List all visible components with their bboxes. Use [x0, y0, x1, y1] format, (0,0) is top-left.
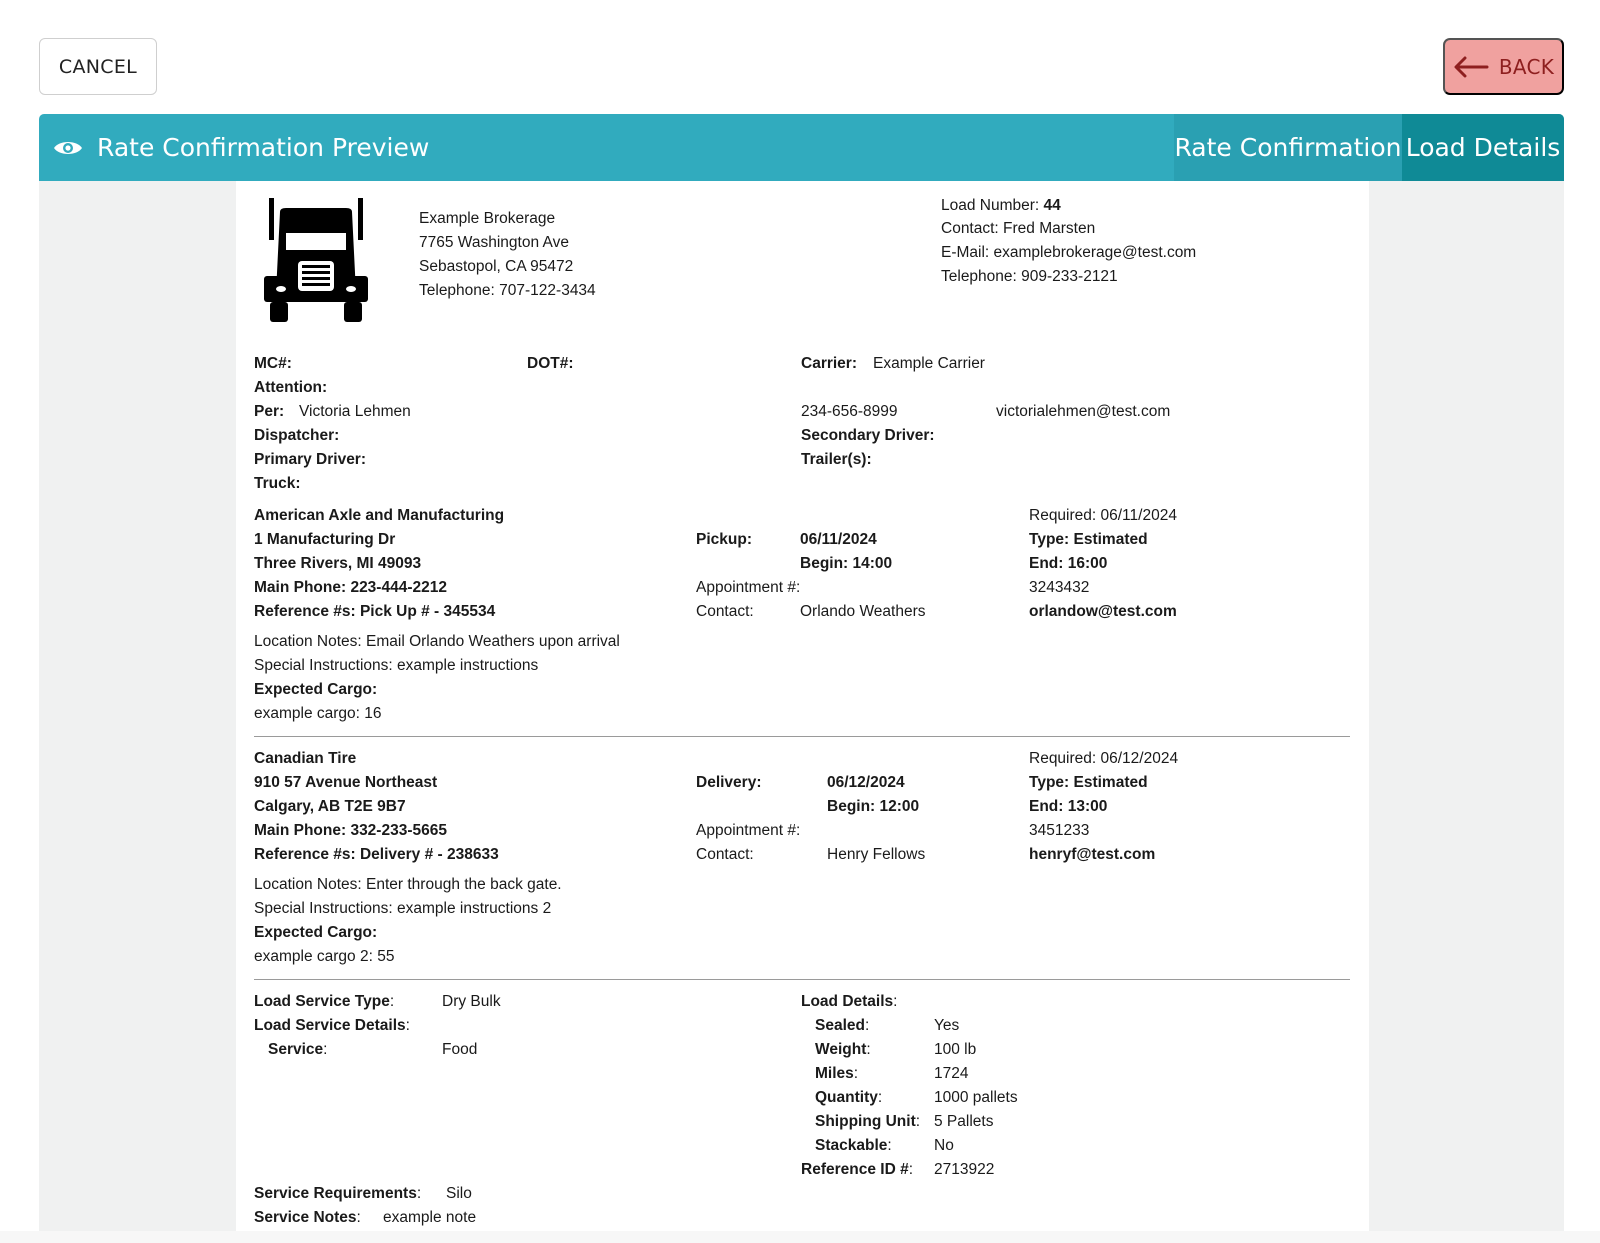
- delivery-location-notes: Location Notes: Enter through the back gate.: [254, 876, 562, 893]
- pickup-main-phone: Main Phone: 223-444-2212: [254, 579, 447, 596]
- tab-rate-confirmation[interactable]: Rate Confirmation: [1174, 114, 1402, 181]
- service-notes-value: example note: [383, 1209, 477, 1226]
- pickup-required: Required: 06/11/2024: [1029, 507, 1177, 524]
- weight-label: Weight: [815, 1041, 867, 1058]
- pickup-location-notes: Location Notes: Email Orlando Weathers upon arrival: [254, 633, 620, 650]
- stackable-value: No: [934, 1137, 954, 1154]
- pickup-expected-cargo-label: Expected Cargo:: [254, 681, 378, 698]
- delivery-type: Type: Estimated: [1029, 774, 1148, 791]
- service-requirements: Service Requirements:: [254, 1185, 422, 1202]
- service-notes: Service Notes:: [254, 1209, 361, 1226]
- pickup-begin: Begin: 14:00: [800, 555, 893, 572]
- rate-confirmation-document: [236, 181, 1369, 1231]
- pickup-contact-label: Contact:: [696, 603, 754, 620]
- pickup-special-instructions: Special Instructions: example instructions: [254, 657, 539, 674]
- pickup-type-label: Pickup:: [696, 531, 752, 548]
- sealed-value: Yes: [934, 1017, 960, 1034]
- delivery-type-label: Delivery:: [696, 774, 762, 791]
- divider: [254, 979, 1350, 980]
- pickup-appointment-label: Appointment #:: [696, 579, 801, 596]
- quantity: Quantity:: [815, 1089, 883, 1106]
- dispatcher-label: Dispatcher:: [254, 427, 340, 444]
- service-label: Service: [268, 1041, 324, 1058]
- delivery-reference: Reference #s: Delivery # - 238633: [254, 846, 499, 863]
- delivery-contact-name: Henry Fellows: [827, 846, 926, 863]
- delivery-special-instructions: Special Instructions: example instructions 2: [254, 900, 552, 917]
- service-requirements-value: Silo: [446, 1185, 472, 1202]
- miles-value: 1724: [934, 1065, 969, 1082]
- carrier-phone: 234-656-8999: [801, 403, 898, 420]
- load-service-details-label: Load Service Details: [254, 1017, 406, 1034]
- delivery-contact-email: henryf@test.com: [1029, 846, 1156, 863]
- load-service-type-label: Load Service Type: [254, 993, 390, 1010]
- delivery-end: End: 13:00: [1029, 798, 1108, 815]
- quantity-label: Quantity: [815, 1089, 878, 1106]
- weight-value: 100 lb: [934, 1041, 977, 1058]
- delivery-required: Required: 06/12/2024: [1029, 750, 1179, 767]
- delivery-address-2: Calgary, AB T2E 9B7: [254, 798, 406, 815]
- load-service-details: Load Service Details:: [254, 1017, 410, 1034]
- broker-contact: Contact: Fred Marsten: [941, 220, 1096, 237]
- quantity-value: 1000 pallets: [934, 1089, 1018, 1106]
- stackable-label: Stackable: [815, 1137, 888, 1154]
- carrier-email: victorialehmen@test.com: [996, 403, 1171, 420]
- back-button[interactable]: [1443, 38, 1564, 95]
- pickup-address-1: 1 Manufacturing Dr: [254, 531, 396, 548]
- carrier-label: Carrier:: [801, 355, 857, 372]
- broker-email: E-Mail: examplebrokerage@test.com: [941, 244, 1197, 261]
- reference-id-value: 2713922: [934, 1161, 995, 1178]
- shipping-unit: Shipping Unit:: [815, 1113, 921, 1130]
- sealed: Sealed:: [815, 1017, 870, 1034]
- primary-driver-label: Primary Driver:: [254, 451, 367, 468]
- delivery-begin: Begin: 12:00: [827, 798, 920, 815]
- service: Service:: [268, 1041, 328, 1058]
- broker-address-2: Sebastopol, CA 95472: [419, 258, 574, 275]
- load-details-label: Load Details: [801, 993, 894, 1010]
- load-number-label: Load Number:: [941, 197, 1044, 214]
- per-label: Per:: [254, 403, 285, 420]
- pickup-cargo: example cargo: 16: [254, 705, 382, 722]
- delivery-contact-label: Contact:: [696, 846, 754, 863]
- shipping-unit-value: 5 Pallets: [934, 1113, 994, 1130]
- miles-label: Miles: [815, 1065, 854, 1082]
- broker-telephone: Telephone: 707-122-3434: [419, 282, 596, 299]
- page-title-text: Rate Confirmation Preview: [97, 133, 430, 162]
- carrier-name: Example Carrier: [873, 355, 985, 372]
- service-requirements-label: Service Requirements: [254, 1185, 417, 1202]
- delivery-appointment-label: Appointment #:: [696, 822, 801, 839]
- broker-address-1: 7765 Washington Ave: [419, 234, 569, 251]
- delivery-date: 06/12/2024: [827, 774, 905, 791]
- bottom-edge: [0, 1231, 1600, 1243]
- service-value: Food: [442, 1041, 478, 1058]
- divider: [254, 736, 1350, 737]
- preview-header: [39, 114, 1564, 181]
- truck-logo-icon: [262, 198, 370, 326]
- pickup-date: 06/11/2024: [800, 531, 877, 548]
- delivery-name: Canadian Tire: [254, 750, 357, 767]
- pickup-type: Type: Estimated: [1029, 531, 1148, 548]
- pickup-end: End: 16:00: [1029, 555, 1108, 572]
- weight: Weight:: [815, 1041, 871, 1058]
- load-details-heading: Load Details:: [801, 993, 898, 1010]
- sealed-label: Sealed: [815, 1017, 865, 1034]
- pickup-reference: Reference #s: Pick Up # - 345534: [254, 603, 496, 620]
- eye-icon: [53, 138, 83, 158]
- pickup-contact-email: orlandow@test.com: [1029, 603, 1177, 620]
- cancel-button[interactable]: CANCEL: [39, 38, 157, 95]
- load-number: [941, 196, 1061, 216]
- delivery-cargo: example cargo 2: 55: [254, 948, 395, 965]
- load-service-type: Load Service Type:: [254, 993, 395, 1010]
- pickup-address-2: Three Rivers, MI 49093: [254, 555, 422, 572]
- page-title: [53, 114, 429, 181]
- delivery-main-phone: Main Phone: 332-233-5665: [254, 822, 447, 839]
- miles: Miles:: [815, 1065, 859, 1082]
- reference-id-label: Reference ID #: [801, 1161, 909, 1178]
- truck-label: Truck:: [254, 475, 301, 492]
- trailers-label: Trailer(s):: [801, 451, 872, 468]
- broker-telephone-2: Telephone: 909-233-2121: [941, 268, 1118, 285]
- pickup-appointment-number: 3243432: [1029, 579, 1090, 596]
- secondary-driver-label: Secondary Driver:: [801, 427, 935, 444]
- service-notes-label: Service Notes: [254, 1209, 357, 1226]
- mc-label: MC#:: [254, 355, 292, 372]
- load-number-value: 44: [1043, 197, 1061, 214]
- pickup-name: American Axle and Manufacturing: [254, 507, 505, 524]
- load-service-type-value: Dry Bulk: [442, 993, 501, 1010]
- delivery-address-1: 910 57 Avenue Northeast: [254, 774, 438, 791]
- pickup-contact-name: Orlando Weathers: [800, 603, 926, 620]
- arrow-left-icon: [1453, 56, 1489, 78]
- attention-label: Attention:: [254, 379, 328, 396]
- delivery-appointment-number: 3451233: [1029, 822, 1090, 839]
- shipping-unit-label: Shipping Unit: [815, 1113, 916, 1130]
- broker-name: Example Brokerage: [419, 210, 556, 227]
- stackable: Stackable:: [815, 1137, 892, 1154]
- delivery-expected-cargo-label: Expected Cargo:: [254, 924, 378, 941]
- reference-id: Reference ID #:: [801, 1161, 914, 1178]
- per-name: Victoria Lehmen: [299, 403, 411, 420]
- back-button-label: BACK: [1498, 54, 1555, 79]
- top-toolbar: [0, 0, 1600, 112]
- dot-label: DOT#:: [527, 355, 574, 372]
- tab-load-details[interactable]: Load Details: [1402, 114, 1564, 181]
